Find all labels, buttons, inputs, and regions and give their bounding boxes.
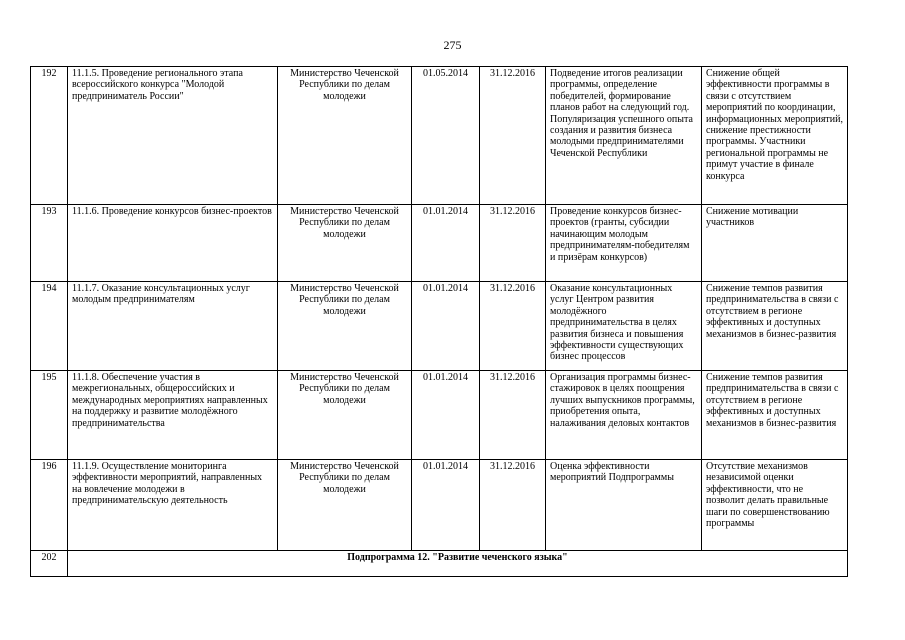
table-row	[31, 282, 848, 371]
executor-cell: Министерство Чеченской Республики по делам молодежи	[278, 371, 412, 460]
result-cell: Организация программы бизнес-стажировок в целях поощрения лучших выпускников программы, приобретения опыта, налаживания деловых контактов	[546, 371, 702, 460]
consequence-cell: Отсутствие механизмов независимой оценки эффективности, что не позволит делать правильные шаги по совершенствованию программы	[702, 460, 848, 551]
table-row	[31, 371, 848, 460]
activity-cell: 11.1.7. Оказание консультационных услуг молодым предпринимателям	[68, 282, 278, 371]
end-date-cell: 31.12.2016	[480, 67, 546, 205]
subprogram-title: Подпрограмма 12. "Развитие чеченского языка"	[68, 551, 848, 577]
result-cell: Проведение конкурсов бизнес-проектов (гранты, субсидии начинающим молодым предпринимателям-победителям и призёрам конкурсов)	[546, 205, 702, 282]
consequence-cell: Снижение мотивации участников	[702, 205, 848, 282]
start-date-cell: 01.01.2014	[412, 371, 480, 460]
row-number: 202	[31, 551, 68, 577]
table-row	[31, 67, 848, 205]
start-date-cell: 01.05.2014	[412, 67, 480, 205]
activity-cell: 11.1.9. Осуществление мониторинга эффективности мероприятий, направленных на вовлечение молодежи в предпринимательскую деятельность	[68, 460, 278, 551]
end-date-cell: 31.12.2016	[480, 205, 546, 282]
activity-cell: 11.1.6. Проведение конкурсов бизнес-проектов	[68, 205, 278, 282]
result-cell: Оказание консультационных услуг Центром развития молодёжного предпринимательства в целях развития бизнеса и повышения эффективности существующих бизнес процессов	[546, 282, 702, 371]
table-row	[31, 205, 848, 282]
activity-cell: 11.1.5. Проведение регионального этапа всероссийского конкурса "Молодой предприниматель России"	[68, 67, 278, 205]
executor-cell: Министерство Чеченской Республики по делам молодежи	[278, 205, 412, 282]
program-table	[30, 66, 848, 577]
activity-cell: 11.1.8. Обеспечение участия в межрегиональных, общероссийских и международных мероприятиях направленных на поддержку и развитие молодёжного предпринимательства	[68, 371, 278, 460]
executor-cell: Министерство Чеченской Республики по делам молодежи	[278, 460, 412, 551]
row-number: 193	[31, 205, 68, 282]
table-row	[31, 460, 848, 551]
result-cell: Подведение итогов реализации программы, определение победителей, формирование планов работ на следующий год. Популяризация успешного опыта создания и развития бизнеса молодыми предпринимателями Чеченской Республики	[546, 67, 702, 205]
end-date-cell: 31.12.2016	[480, 282, 546, 371]
end-date-cell: 31.12.2016	[480, 371, 546, 460]
consequence-cell: Снижение общей эффективности программы в связи с отсутствием мероприятий по координации, информационных мероприятий, снижение престижности программы. Участники региональной программы не примут участие в финале конкурса	[702, 67, 848, 205]
page-number: 275	[443, 38, 462, 52]
row-number: 194	[31, 282, 68, 371]
row-number: 195	[31, 371, 68, 460]
start-date-cell: 01.01.2014	[412, 205, 480, 282]
row-number: 196	[31, 460, 68, 551]
start-date-cell: 01.01.2014	[412, 460, 480, 551]
executor-cell: Министерство Чеченской Республики по делам молодежи	[278, 67, 412, 205]
consequence-cell: Снижение темпов развития предпринимательства в связи с отсутствием в регионе эффективных и доступных механизмов в бизнес-развития	[702, 282, 848, 371]
executor-cell: Министерство Чеченской Республики по делам молодежи	[278, 282, 412, 371]
start-date-cell: 01.01.2014	[412, 282, 480, 371]
end-date-cell: 31.12.2016	[480, 460, 546, 551]
consequence-cell: Снижение темпов развития предпринимательства в связи с отсутствием в регионе эффективных и доступных механизмов в бизнес-развития	[702, 371, 848, 460]
subprogram-row	[31, 551, 848, 577]
row-number: 192	[31, 67, 68, 205]
result-cell: Оценка эффективности мероприятий Подпрограммы	[546, 460, 702, 551]
